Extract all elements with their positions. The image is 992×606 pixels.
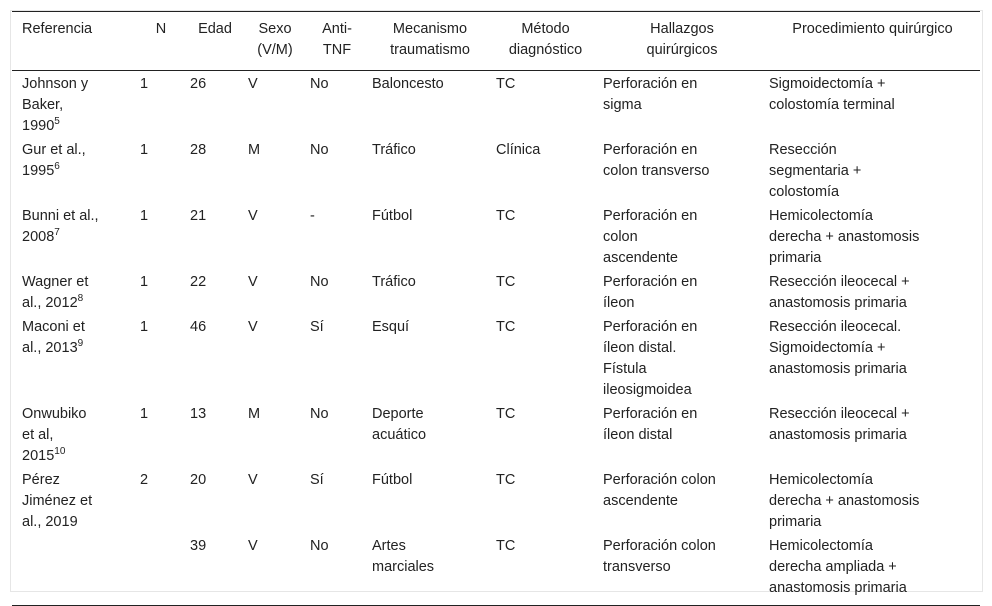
rows.1.mecanismo-line: Tráfico	[372, 142, 416, 158]
rows.6.ref_lines-line: Jiménez et	[22, 493, 93, 509]
rows.2.procedimiento-line: derecha + anastomosis	[769, 229, 920, 245]
header-edad-label: Edad	[198, 21, 232, 37]
rows.0.hallazgos-line: Perforación en	[603, 76, 698, 92]
cell-metodo: TC	[496, 406, 516, 422]
rows.5.mecanismo-line: Deporte	[372, 406, 424, 422]
cell-procedimiento	[765, 137, 980, 203]
header-row	[12, 12, 980, 71]
cell-mecanismo	[368, 71, 492, 138]
rows.1.procedimiento-line: segmentaria +	[769, 163, 862, 179]
cell-antitnf: No	[310, 76, 329, 92]
cell-sexo: V	[248, 208, 258, 224]
rows.4.ref_lines-line: Maconi et	[22, 319, 85, 335]
rows.6.ref_lines-line: al., 2019	[22, 514, 78, 530]
rows.4.ref_lines-line: al., 2013	[22, 340, 78, 356]
header-mecanismo-line1: Mecanismo	[392, 21, 468, 37]
rows.3.mecanismo-line: Tráfico	[372, 274, 416, 290]
cell-sexo: V	[248, 319, 258, 335]
cell-referencia	[12, 269, 136, 314]
cell-hallazgos	[599, 533, 765, 606]
cell-mecanismo	[368, 533, 492, 606]
table-row	[12, 203, 980, 269]
cell-metodo: TC	[496, 472, 516, 488]
header-procedimiento-label: Procedimiento quirúrgico	[792, 21, 953, 37]
cell-metodo: Clínica	[496, 142, 541, 158]
rows.1.hallazgos-line: colon transverso	[603, 163, 710, 179]
cell-n: 2	[140, 472, 149, 488]
cell-n: 1	[140, 142, 149, 158]
cell-antitnf: No	[310, 142, 329, 158]
cell-n: 1	[140, 208, 149, 224]
rows.4.hallazgos-line: Fístula	[603, 361, 647, 377]
rows.4.mecanismo-line: Esquí	[372, 319, 410, 335]
rows.6.mecanismo-line: Fútbol	[372, 472, 413, 488]
header-referencia	[12, 12, 136, 71]
rows.3.procedimiento-line: anastomosis primaria	[769, 295, 907, 311]
rows.5.hallazgos-line: Perforación en	[603, 406, 698, 422]
cell-referencia	[12, 401, 136, 467]
rows.5.procedimiento-line: anastomosis primaria	[769, 427, 907, 443]
cell-antitnf: No	[306, 533, 368, 606]
reference-number: 6	[54, 161, 60, 173]
header-metodo	[492, 12, 599, 71]
rows.2.hallazgos-line: ascendente	[603, 250, 678, 266]
header-antitnf-line2: TNF	[322, 42, 352, 58]
cell-antitnf: -	[310, 208, 315, 224]
cell-hallazgos	[599, 137, 765, 203]
rows.6.procedimiento-line: primaria	[769, 514, 822, 530]
rows.2.hallazgos-line: colon	[603, 229, 638, 245]
cell-hallazgos	[599, 71, 765, 138]
cell-mecanismo	[368, 467, 492, 533]
rows.1.hallazgos-line: Perforación en	[603, 142, 698, 158]
rows.7.hallazgos-line: Perforación colon	[603, 538, 716, 554]
cell-edad: 21	[190, 208, 207, 224]
cell-n: 1	[140, 274, 149, 290]
rows.2.hallazgos-line: Perforación en	[603, 208, 698, 224]
rows.4.procedimiento-line: anastomosis primaria	[769, 361, 907, 377]
rows.2.ref_lines-line: 2008	[22, 229, 55, 245]
rows.5.procedimiento-line: Resección ileocecal +	[769, 406, 910, 422]
rows.6.procedimiento-line: Hemicolectomía	[769, 472, 873, 488]
table-header	[12, 12, 980, 71]
rows.3.hallazgos-line: Perforación en	[603, 274, 698, 290]
rows.0.mecanismo-line: Baloncesto	[372, 76, 444, 92]
cell-procedimiento	[765, 467, 980, 533]
rows.4.hallazgos-line: íleon distal.	[603, 340, 677, 356]
cell-sexo: V	[248, 274, 258, 290]
cell-metodo: TC	[492, 533, 599, 606]
cell-metodo: TC	[496, 208, 516, 224]
cell-antitnf: No	[310, 406, 329, 422]
cell-referencia	[12, 137, 136, 203]
rows.0.procedimiento-line: colostomía terminal	[769, 97, 895, 113]
rows.5.ref_lines-line: 2015	[22, 448, 55, 464]
table-row	[12, 401, 980, 467]
header-mecanismo	[368, 12, 492, 71]
table-container	[10, 10, 983, 596]
cell-sexo: V	[248, 76, 258, 92]
cell-mecanismo	[368, 203, 492, 269]
rows.3.hallazgos-line: íleon	[603, 295, 635, 311]
cell-procedimiento	[765, 203, 980, 269]
cell-metodo: TC	[496, 319, 516, 335]
header-n-label: N	[155, 21, 167, 37]
rows.5.ref_lines-line: et al,	[22, 427, 54, 443]
rows.4.hallazgos-line: ileosigmoidea	[603, 382, 692, 398]
rows.6.hallazgos-line: ascendente	[603, 493, 678, 509]
cell-n	[136, 533, 186, 606]
cell-edad: 22	[190, 274, 207, 290]
header-sexo-line2: (V/M)	[257, 42, 293, 58]
header-hallazgos-line2: quirúrgicos	[646, 42, 718, 58]
header-metodo-line1: Método	[521, 21, 570, 37]
cell-referencia	[12, 533, 136, 606]
cell-hallazgos	[599, 314, 765, 401]
cell-sexo: M	[248, 142, 261, 158]
rows.2.mecanismo-line: Fútbol	[372, 208, 413, 224]
rows.2.procedimiento-line: primaria	[769, 250, 822, 266]
header-procedimiento	[765, 12, 980, 71]
cell-hallazgos	[599, 269, 765, 314]
cell-mecanismo	[368, 269, 492, 314]
reference-number: 7	[54, 227, 60, 239]
cell-edad: 20	[190, 472, 207, 488]
header-hallazgos	[599, 12, 765, 71]
data-table	[12, 11, 980, 606]
table-row	[12, 467, 980, 533]
cell-referencia	[12, 203, 136, 269]
rows.7.hallazgos-line: transverso	[603, 559, 671, 575]
rows.0.ref_lines-line: 1990	[22, 118, 55, 134]
rows.4.procedimiento-line: Sigmoidectomía +	[769, 340, 886, 356]
rows.4.procedimiento-line: Resección ileocecal.	[769, 319, 902, 335]
cell-hallazgos	[599, 401, 765, 467]
cell-sexo: V	[244, 533, 306, 606]
table-row	[12, 137, 980, 203]
cell-procedimiento	[765, 401, 980, 467]
rows.1.procedimiento-line: colostomía	[769, 184, 840, 200]
header-edad	[186, 12, 244, 71]
rows.7.procedimiento-line: derecha ampliada +	[769, 559, 897, 575]
rows.6.hallazgos-line: Perforación colon	[603, 472, 716, 488]
rows.7.mecanismo-line: marciales	[372, 559, 435, 575]
table-body	[12, 71, 980, 606]
reference-number: 5	[54, 116, 60, 128]
rows.1.ref_lines-line: 1995	[22, 163, 55, 179]
reference-number: 9	[77, 338, 84, 350]
cell-referencia	[12, 467, 136, 533]
cell-referencia	[12, 314, 136, 401]
rows.5.ref_lines-line: Onwubiko	[22, 406, 87, 422]
rows.6.procedimiento-line: derecha + anastomosis	[769, 493, 920, 509]
rows.5.mecanismo-line: acuático	[372, 427, 427, 443]
cell-procedimiento	[765, 314, 980, 401]
cell-sexo: M	[248, 406, 261, 422]
cell-n: 1	[140, 319, 149, 335]
reference-number: 8	[77, 293, 84, 305]
rows.7.procedimiento-line: Hemicolectomía	[769, 538, 873, 554]
cell-referencia	[12, 71, 136, 138]
rows.3.ref_lines-line: al., 2012	[22, 295, 78, 311]
cell-edad: 28	[190, 142, 207, 158]
rows.3.ref_lines-line: Wagner et	[22, 274, 89, 290]
rows.6.ref_lines-line: Pérez	[22, 472, 60, 488]
header-mecanismo-line2: traumatismo	[390, 42, 470, 58]
rows.2.procedimiento-line: Hemicolectomía	[769, 208, 873, 224]
cell-antitnf: Sí	[310, 319, 324, 335]
header-antitnf-line1: Anti-	[322, 21, 352, 37]
rows.2.ref_lines-line: Bunni et al.,	[22, 208, 99, 224]
cell-mecanismo	[368, 137, 492, 203]
header-referencia-label: Referencia	[22, 21, 93, 37]
header-sexo	[244, 12, 306, 71]
cell-procedimiento	[765, 269, 980, 314]
table-row	[12, 314, 980, 401]
rows.7.mecanismo-line: Artes	[372, 538, 406, 554]
header-sexo-line1: Sexo	[258, 21, 292, 37]
rows.0.hallazgos-line: sigma	[603, 97, 642, 113]
rows.1.ref_lines-line: Gur et al.,	[22, 142, 86, 158]
header-hallazgos-line1: Hallazgos	[650, 21, 714, 37]
cell-edad: 13	[190, 406, 207, 422]
cell-procedimiento	[765, 533, 980, 606]
header-metodo-line2: diagnóstico	[508, 42, 583, 58]
cell-metodo: TC	[496, 274, 516, 290]
cell-mecanismo	[368, 401, 492, 467]
cell-sexo: V	[248, 472, 258, 488]
table-row	[12, 533, 980, 606]
cell-n: 1	[140, 76, 149, 92]
rows.7.procedimiento-line: anastomosis primaria	[769, 580, 907, 596]
cell-antitnf: Sí	[310, 472, 324, 488]
cell-hallazgos	[599, 203, 765, 269]
table-row	[12, 269, 980, 314]
rows.1.procedimiento-line: Resección	[769, 142, 837, 158]
table-row	[12, 71, 980, 138]
cell-n: 1	[140, 406, 149, 422]
rows.0.ref_lines-line: Baker,	[22, 97, 64, 113]
cell-edad: 39	[186, 533, 244, 606]
reference-number: 10	[54, 446, 66, 458]
cell-metodo: TC	[496, 76, 516, 92]
rows.0.procedimiento-line: Sigmoidectomía +	[769, 76, 886, 92]
rows.3.procedimiento-line: Resección ileocecal +	[769, 274, 910, 290]
cell-mecanismo	[368, 314, 492, 401]
cell-antitnf: No	[310, 274, 329, 290]
cell-procedimiento	[765, 71, 980, 138]
cell-edad: 26	[190, 76, 207, 92]
rows.4.hallazgos-line: Perforación en	[603, 319, 698, 335]
cell-hallazgos	[599, 467, 765, 533]
rows.5.hallazgos-line: íleon distal	[603, 427, 673, 443]
header-n	[136, 12, 186, 71]
header-antitnf	[306, 12, 368, 71]
cell-edad: 46	[190, 319, 207, 335]
rows.0.ref_lines-line: Johnson y	[22, 76, 89, 92]
